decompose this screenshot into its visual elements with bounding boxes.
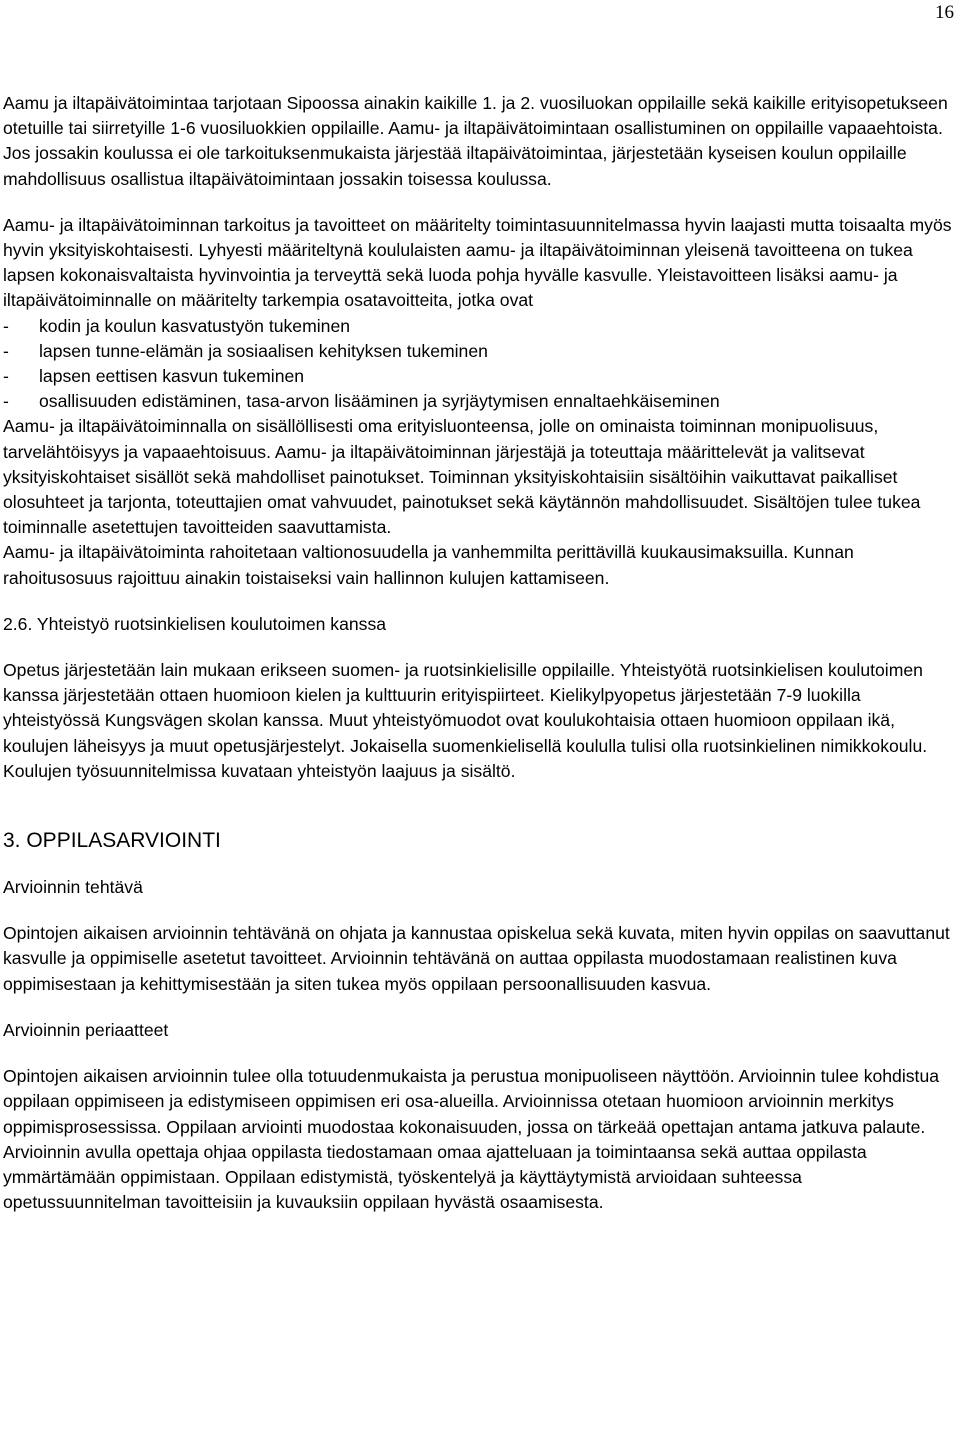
goal-text: lapsen eettisen kasvun tukeminen xyxy=(39,366,305,387)
document-body xyxy=(3,91,955,1215)
goal-text: osallisuuden edistäminen, tasa-arvon lisääminen ja syrjäytymisen ennaltaehkäiseminen xyxy=(39,391,720,412)
paragraph-assessment-task: Opintojen aikaisen arvioinnin tehtävänä on ohjata ja kannustaa opiskelua sekä kuvata, miten hyvin oppilas on saavuttanut kasvulle ja oppimiselle asetetut tavoitteet. Arvioinnin tehtävänä on auttaa oppilasta muodostamaan realistinen kuva oppimisestaan ja kehittymisestään ja siten tukea myös oppilaan persoonallisuuden kasvua. xyxy=(3,923,950,994)
list-item xyxy=(3,339,955,364)
subheading-assessment-task: Arvioinnin tehtävä xyxy=(3,877,143,898)
list-item xyxy=(3,364,955,389)
goal-text: kodin ja koulun kasvatustyön tukeminen xyxy=(39,315,351,336)
list-dash: - xyxy=(3,391,9,412)
section-heading-3: 3. OPPILASARVIOINTI xyxy=(3,829,221,853)
page-number: 16 xyxy=(935,2,954,23)
goal-text: lapsen tunne-elämän ja sosiaalisen kehityksen tukeminen xyxy=(39,340,488,361)
paragraph-funding: Aamu- ja iltapäivätoiminta rahoitetaan valtionosuudella ja vanhemmilta perittävillä kuukausimaksuilla. Kunnan rahoitusosuus rajoittuu ainakin toistaiseksi vain hallinnon kulujen kattamiseen. xyxy=(3,542,854,588)
paragraph-content-character: Aamu- ja iltapäivätoiminnalla on sisällöllisesti oma erityisluonteensa, jolle on ominaista toiminnan monipuolisuus, tarvelähtöisyys ja vapaaehtoisuus. Aamu- ja iltapäivätoiminnan järjestäjä ja toteuttaja määrittelevät ja valitsevat yksityiskohtaiset sisällöt sekä mahdolliset painotukset. Toiminnan yksityiskohtaisiin sisältöihin vaikuttavat paikalliset olosuhteet ja tarjonta, toteuttajien omat vahvuudet, painotukset sekä käytännön mahdollisuudet. Sisältöjen tulee tukea toiminnalle asetettujen tavoitteiden saavuttamista. xyxy=(3,416,921,538)
list-dash: - xyxy=(3,366,9,387)
paragraph-assessment-principles: Opintojen aikaisen arvioinnin tulee olla totuudenmukaista ja perustua monipuoliseen näyttöön. Arvioinnin tulee kohdistua oppilaan oppimiseen ja edistymiseen oppimisen eri osa-alueilla. Arvioinnissa otetaan huomioon arvioinnin merkitys oppimisprosessissa. Oppilaan arviointi muodostaa kokonaisuuden, jossa on tärkeää opettajan antama jatkuva palaute. Arvioinnin avulla opettaja ohjaa oppilasta tiedostamaan omaa ajatteluaan ja toimintaansa sekä auttaa oppilasta ymmärtämään oppimistaan. Oppilaan edistymistä, työskentelyä ja käyttäytymistä arvioidaan suhteessa opetussuunnitelman tavoitteisiin ja kuvauksiin oppilaan hyvästä osaamisesta. xyxy=(3,1066,940,1213)
paragraph-morning-afternoon-activity: Aamu ja iltapäivätoimintaa tarjotaan Sipoossa ainakin kaikille 1. ja 2. vuosiluokan oppilaille sekä kaikille erityisopetukseen otetuille tai siirretyille 1-6 vuosiluokkien oppilaille. Aamu- ja iltapäivätoimintaan osallistuminen on oppilaille vapaaehtoista. Jos jossakin koulussa ei ole tarkoituksenmukaista järjestää iltapäivätoimintaa, järjestetään kyseisen koulun oppilaille mahdollisuus osallistua iltapäivätoimintaan jossakin toisessa koulussa. xyxy=(3,93,948,189)
list-dash: - xyxy=(3,315,9,336)
list-item xyxy=(3,389,955,414)
paragraph-goals-intro: Aamu- ja iltapäivätoiminnan tarkoitus ja tavoitteet on määritelty toimintasuunnitelmassa hyvin laajasti mutta toisaalta myös hyvin yksityiskohtaisesti. Lyhyesti määriteltynä koululaisten aamu- ja iltapäivätoiminnan yleisenä tavoitteena on tukea lapsen kokonaisvaltaista hyvinvointia ja terveyttä sekä luoda pohja hyvälle kasvulle. Yleistavoitteen lisäksi aamu- ja iltapäivätoiminnalle on määritelty tarkempia osatavoitteita, jotka ovat xyxy=(3,214,952,311)
section-heading-2-6: 2.6. Yhteistyö ruotsinkielisen koulutoimen kanssa xyxy=(3,613,387,634)
subheading-assessment-principles: Arvioinnin periaatteet xyxy=(3,1019,169,1040)
list-item xyxy=(3,314,955,339)
paragraph-swedish-cooperation: Opetus järjestetään lain mukaan erikseen suomen- ja ruotsinkielisille oppilaille. Yhteistyötä ruotsinkielisen koulutoimen kanssa järjestetään ottaen huomioon kielen ja kulttuurin erityispiirteet. Kielikylpyopetus järjestetään 7-9 luokilla yhteistyössä Kungsvägen skolan kanssa. Muut yhteistyömuodot ovat koulukohtaisia ottaen huomioon oppilaan ikä, koulujen läheisyys ja muut opetusjärjestelyt. Jokaisella suomenkielisellä koululla tulisi olla ruotsinkielinen nimikkokoulu. Koulujen työsuunnitelmissa kuvataan yhteistyön laajuus ja sisältö. xyxy=(3,660,928,781)
goals-list xyxy=(3,314,955,415)
list-dash: - xyxy=(3,340,9,361)
